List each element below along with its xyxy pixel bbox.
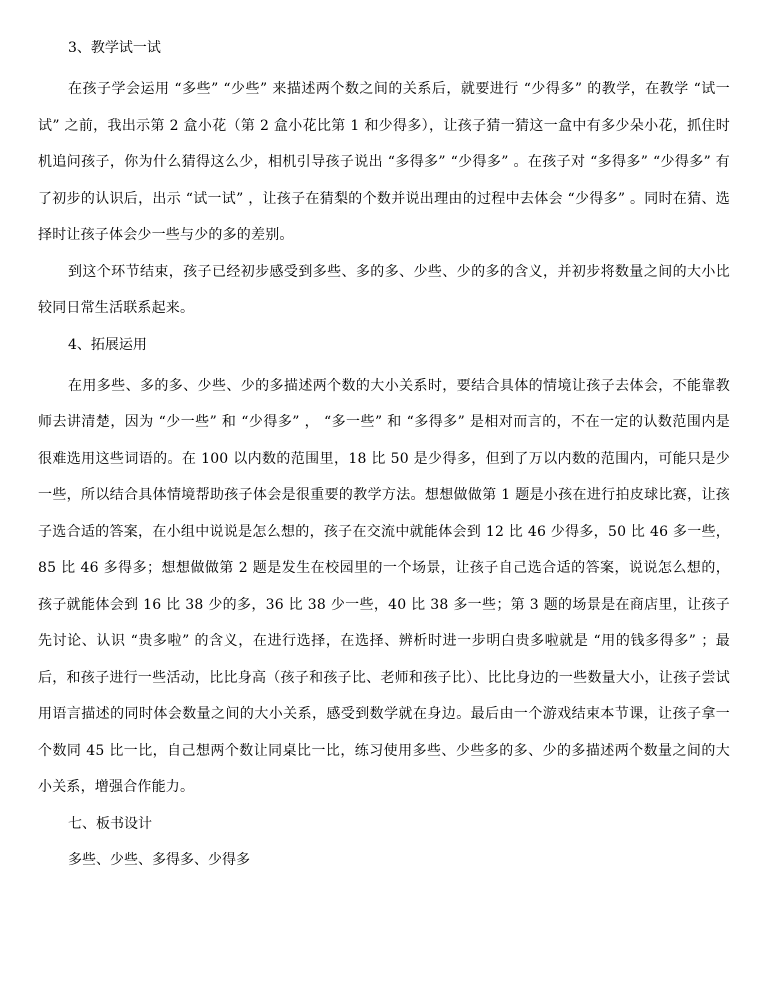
section-3-paragraph-1: 在孩子学会运用 “多些” “少些” 来描述两个数之间的关系后，就要进行 “少得多” 的教学，在教学 “试一试” 之前，我出示第 2 盒小花（第 2 盒小花比第 1 和少得多），让孩子猜一猜这一盒中有多少朵小花，抓住时机追问孩子，你为什么猜得这么少，相机引导孩子说出 “多得多” “少得多” 。在孩子对 “多得多” “少得多” 有了初步的认识后，出示 “试一试” ，让孩子在猜梨的个数并说出理由的过程中去体会 “少得多” 。同时在猜、选择时让孩子体会少一些与少的多的差别。 (38, 81, 730, 243)
board-design-text: 多些、少些、多得多、少得多 (68, 851, 250, 868)
section-heading-7: 七、板书设计 (68, 815, 152, 832)
section-4-paragraph-1: 在用多些、多的多、少些、少的多描述两个数的大小关系时，要结合具体的情境让孩子去体会，不能靠教师去讲清楚，因为 “少一些” 和 “少得多” ， “多一些” 和 “多得多” 是相对而言的，不在一定的认数范围内是很难选用这些词语的。在 100 以内数的范围里，18 比 50 是少得多，但到了万以内数的范围内，可能只是少一些，所以结合具体情境帮助孩子体会是很重要的教学方法。想想做做第 1 题是小孩在进行拍皮球比赛，让孩子选合适的答案，在小组中说说是怎么想的，孩子在交流中就能体会到 12 比 46 少得多，50 比 46 多一些，85 比 46 多得多；想想做做第 2 题是发生在校园里的一个场景，让孩子自己选合适的答案，说说怎么想的，孩子就能体会到 16 比 38 少的多，36 比 38 少一些，40 比 38 多一些；第 3 题的场景是在商店里，让孩子先讨论、认识 “贵多啦” 的含义，在进行选择，在选择、辨析时进一步明白贵多啦就是 “用的钱多得多” ；最后，和孩子进行一些活动，比比身高（孩子和孩子比、老师和孩子比）、比比身边的一些数量大小，让孩子尝试用语言描述的同时体会数量之间的大小关系，感受到数学就在身边。最后由一个游戏结束本节课，让孩子拿一个数同 45 比一比，自己想两个数让同桌比一比，练习使用多些、少些多的多、少的多描述两个数量之间的大小关系，增强合作能力。 (38, 377, 730, 795)
section-3-paragraph-2: 到这个环节结束，孩子已经初步感受到多些、多的多、少些、少的多的含义，并初步将数量之间的大小比较同日常生活联系起来。 (38, 263, 730, 316)
section-heading-4: 4、拓展运用 (68, 336, 147, 353)
section-heading-3: 3、教学试一试 (68, 40, 161, 56)
